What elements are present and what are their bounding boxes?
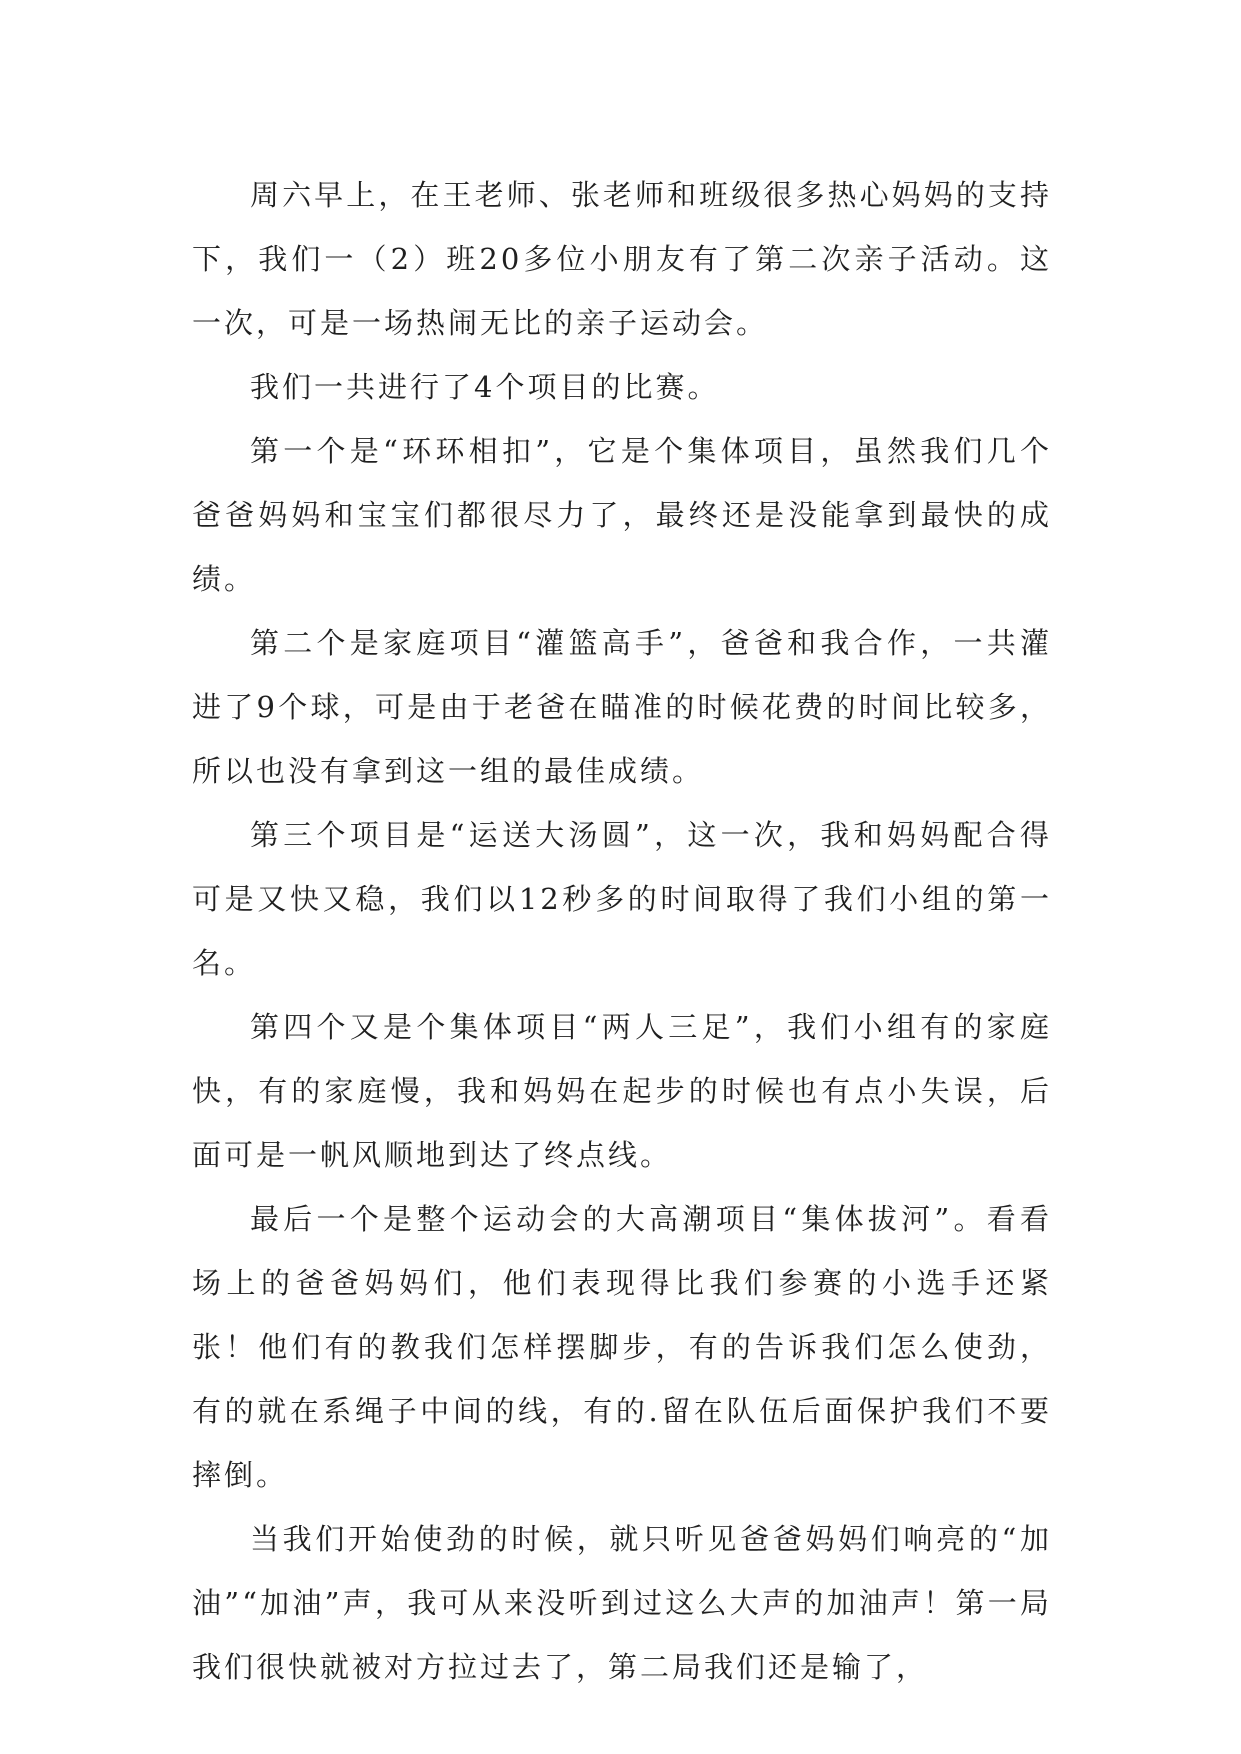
- paragraph-2: 我们一共进行了4个项目的比赛。: [250, 370, 720, 404]
- paragraph-8: 当我们开始使劲的时候，就只听见爸爸妈妈们响亮的“加油”“加油”声，我可从来没听到过这么大声的加油声！第一局我们很快就被对方拉过去了，第二局我们还是输了，: [192, 1522, 1052, 1684]
- paragraph-4: 第二个是家庭项目“灌篮高手”，爸爸和我合作，一共灌进了9个球，可是由于老爸在瞄准的时候花费的时间比较多，所以也没有拿到这一组的最佳成绩。: [192, 626, 1052, 788]
- paragraph-5: 第三个项目是“运送大汤圆”，这一次，我和妈妈配合得可是又快又稳，我们以12秒多的时间取得了我们小组的第一名。: [192, 818, 1052, 980]
- paragraph-3: 第一个是“环环相扣”，它是个集体项目，虽然我们几个爸爸妈妈和宝宝们都很尽力了，最终还是没能拿到最快的成绩。: [192, 434, 1052, 596]
- paragraph-6: 第四个又是个集体项目“两人三足”，我们小组有的家庭快，有的家庭慢，我和妈妈在起步的时候也有点小失误，后面可是一帆风顺地到达了终点线。: [192, 1010, 1052, 1172]
- paragraph-1: 周六早上，在王老师、张老师和班级很多热心妈妈的支持下，我们一（2）班20多位小朋友有了第二次亲子活动。这一次，可是一场热闹无比的亲子运动会。: [192, 178, 1052, 340]
- paragraph-7: 最后一个是整个运动会的大高潮项目“集体拔河”。看看场上的爸爸妈妈们，他们表现得比我们参赛的小选手还紧张！他们有的教我们怎样摆脚步，有的告诉我们怎么使劲，有的就在系绳子中间的线，有的.留在队伍后面保护我们不要摔倒。: [192, 1202, 1052, 1492]
- document-body: [192, 163, 1052, 1699]
